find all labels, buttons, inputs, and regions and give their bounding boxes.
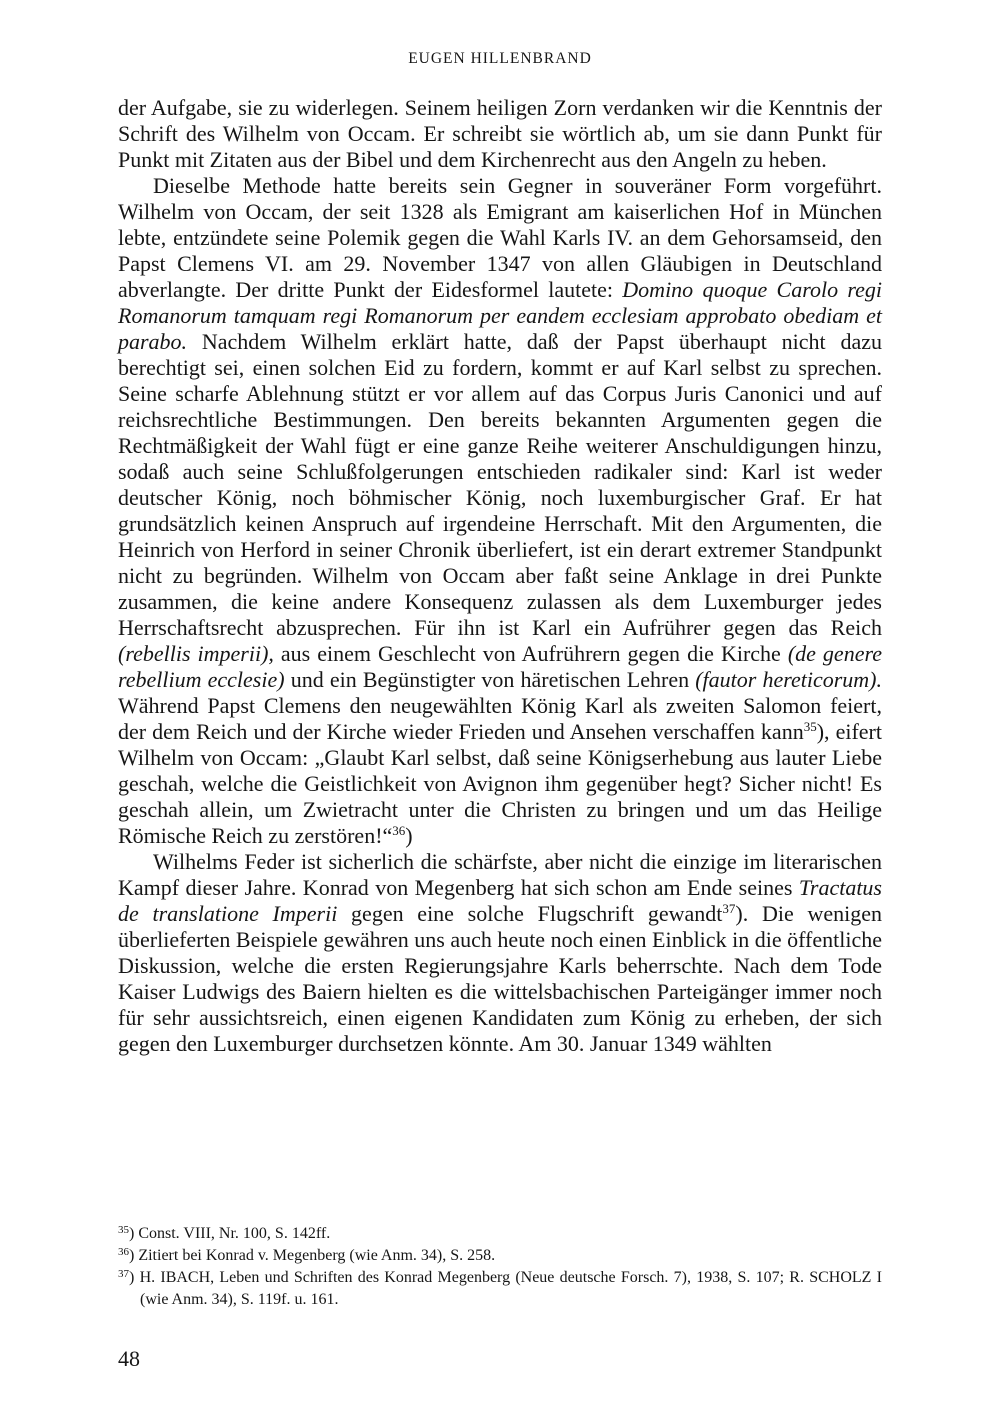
italic-text-segment: (de genere rebellium ecclesie) xyxy=(118,641,882,692)
footnote xyxy=(118,1245,882,1267)
footnote xyxy=(118,1223,882,1245)
text-segment: aus einem Geschlecht von Aufrührern gegen die Kirche xyxy=(273,641,788,666)
italic-text-segment: (rebellis imperii), xyxy=(118,641,274,666)
italic-text-segment: Domino quoque Carolo regi Romanorum tamquam regi Romanorum per eandem ecclesiam approbato obediam et parabo. xyxy=(118,277,882,354)
footnote-reference: 37 xyxy=(722,901,736,916)
footnote-text: ) Zitiert bei Konrad v. Megenberg (wie Anm. 34), S. 258. xyxy=(129,1247,496,1264)
italic-text-segment: Tractatus de translatione Imperii xyxy=(118,875,882,926)
page-number: 48 xyxy=(118,1346,140,1371)
text-segment: der Aufgabe, sie zu widerlegen. Seinem heiligen Zorn verdanken wir die Kenntnis der Schrift des Wilhelm von Occam. Er schreibt sie wörtlich ab, um sie dann Punkt für Punkt mit Zitaten aus der Bibel und dem Kirchenrecht aus den Angeln zu heben. xyxy=(118,95,882,172)
text-segment: ), eifert Wilhelm von Occam: „Glaubt Karl selbst, daß seine Königserhebung aus lauter Liebe geschah, welche die Geistlichkeit von Avignon ihm gegenüber hegt? Sicher nicht! Es geschah allein, um Zwietracht unter die Christen zu bringen und um das Heilige Römische Reich zu zerstören!“ xyxy=(118,719,882,848)
footnote-mark: 37 xyxy=(118,1268,129,1280)
text-segment: Dieselbe Methode hatte bereits sein Gegner in souveräner Form vorgeführt. Wilhelm von Occam, der seit 1328 als Emigrant am kaiserlichen Hof in München lebte, entzündete seine Polemik gegen die Wahl Karls IV. an dem Gehorsamseid, den Papst Clemens VI. am 29. November 1347 von allen Gläubigen in Deutschland abverlangte. Der dritte Punkt der Eidesformel lautete: xyxy=(118,173,882,302)
footnote-text: ) H. IBACH, Leben und Schriften des Konrad Megenberg (Neue deutsche Forsch. 7), 1938, S. 107; R. SCHOLZ I (wie Anm. 34), S. 119f. u. 161. xyxy=(129,1269,882,1308)
text-segment: ). Die wenigen überlieferten Beispiele gewähren uns auch heute noch einen Einblick in die öffentliche Diskussion, welche die ersten Regierungsjahre Karls beherrschte. Nach dem Tode Kaiser Ludwigs des Baiern hielten es die wittelsbachischen Parteigänger immer noch für sehr aussichtsreich, einen eigenen Kandidaten zum König zu erheben, der sich gegen den Luxemburger durchsetzen könnte. Am 30. Januar 1349 wählten xyxy=(118,901,882,1056)
text-segment: Nachdem Wilhelm erklärt hatte, daß der Papst überhaupt nicht dazu berechtigt sei, einen solchen Eid zu fordern, kommt er auf Karl selbst zu sprechen. Seine scharfe Ablehnung stützt er vor allem auf das Corpus Juris Canonici und auf reichsrechtliche Bestimmungen. Den bereits bekannten Argumenten gegen die Rechtmäßigkeit der Wahl fügt er eine ganze Reihe weiterer Anschuldigungen hinzu, sodaß auch seine Schlußfolgerungen entschieden radikaler sind: Karl ist weder deutscher König, noch böhmischer König, noch luxemburgischer Graf. Er hat grundsätzlich keinen Anspruch auf irgendeine Herrschaft. Mit den Argumenten, die Heinrich von Herford in seiner Chronik überliefert, ist ein derart extremer Standpunkt nicht zu begründen. Wilhelm von Occam aber faßt seine Anklage in drei Punkte zusammen, die keine andere Konsequenz zulassen als dem Luxemburger jedes Herrschaftsrecht abzusprechen. Für ihn ist Karl ein Aufrührer gegen das Reich xyxy=(118,329,882,640)
paragraph xyxy=(118,849,882,1057)
footnote-mark: 36 xyxy=(118,1246,129,1258)
footnote-reference: 35 xyxy=(803,719,817,734)
footnotes xyxy=(118,1223,882,1311)
italic-text-segment: (fautor hereticorum). xyxy=(695,667,882,692)
footnote-text: ) Const. VIII, Nr. 100, S. 142ff. xyxy=(129,1225,331,1242)
text-segment: gegen eine solche Flugschrift gewandt xyxy=(337,901,723,926)
text-segment: und ein Begünstigter von häretischen Lehren xyxy=(284,667,696,692)
text-segment: ) xyxy=(405,823,413,848)
text-segment: Wilhelms Feder ist sicherlich die schärfste, aber nicht die einzige im literarischen Kampf dieser Jahre. Konrad von Megenberg hat sich schon am Ende seines xyxy=(118,849,882,900)
paragraph xyxy=(118,95,882,173)
text-segment: Während Papst Clemens den neugewählten König Karl als zweiten Salomon feiert, der dem Reich und der Kirche wieder Frieden und Ansehen verschaffen kann xyxy=(118,693,882,744)
footnote-mark: 35 xyxy=(118,1224,129,1236)
paragraph xyxy=(118,173,882,849)
footnote xyxy=(118,1267,882,1311)
running-head: EUGEN HILLENBRAND xyxy=(408,50,592,67)
main-text xyxy=(118,95,882,1057)
footnote-reference: 36 xyxy=(392,823,406,838)
